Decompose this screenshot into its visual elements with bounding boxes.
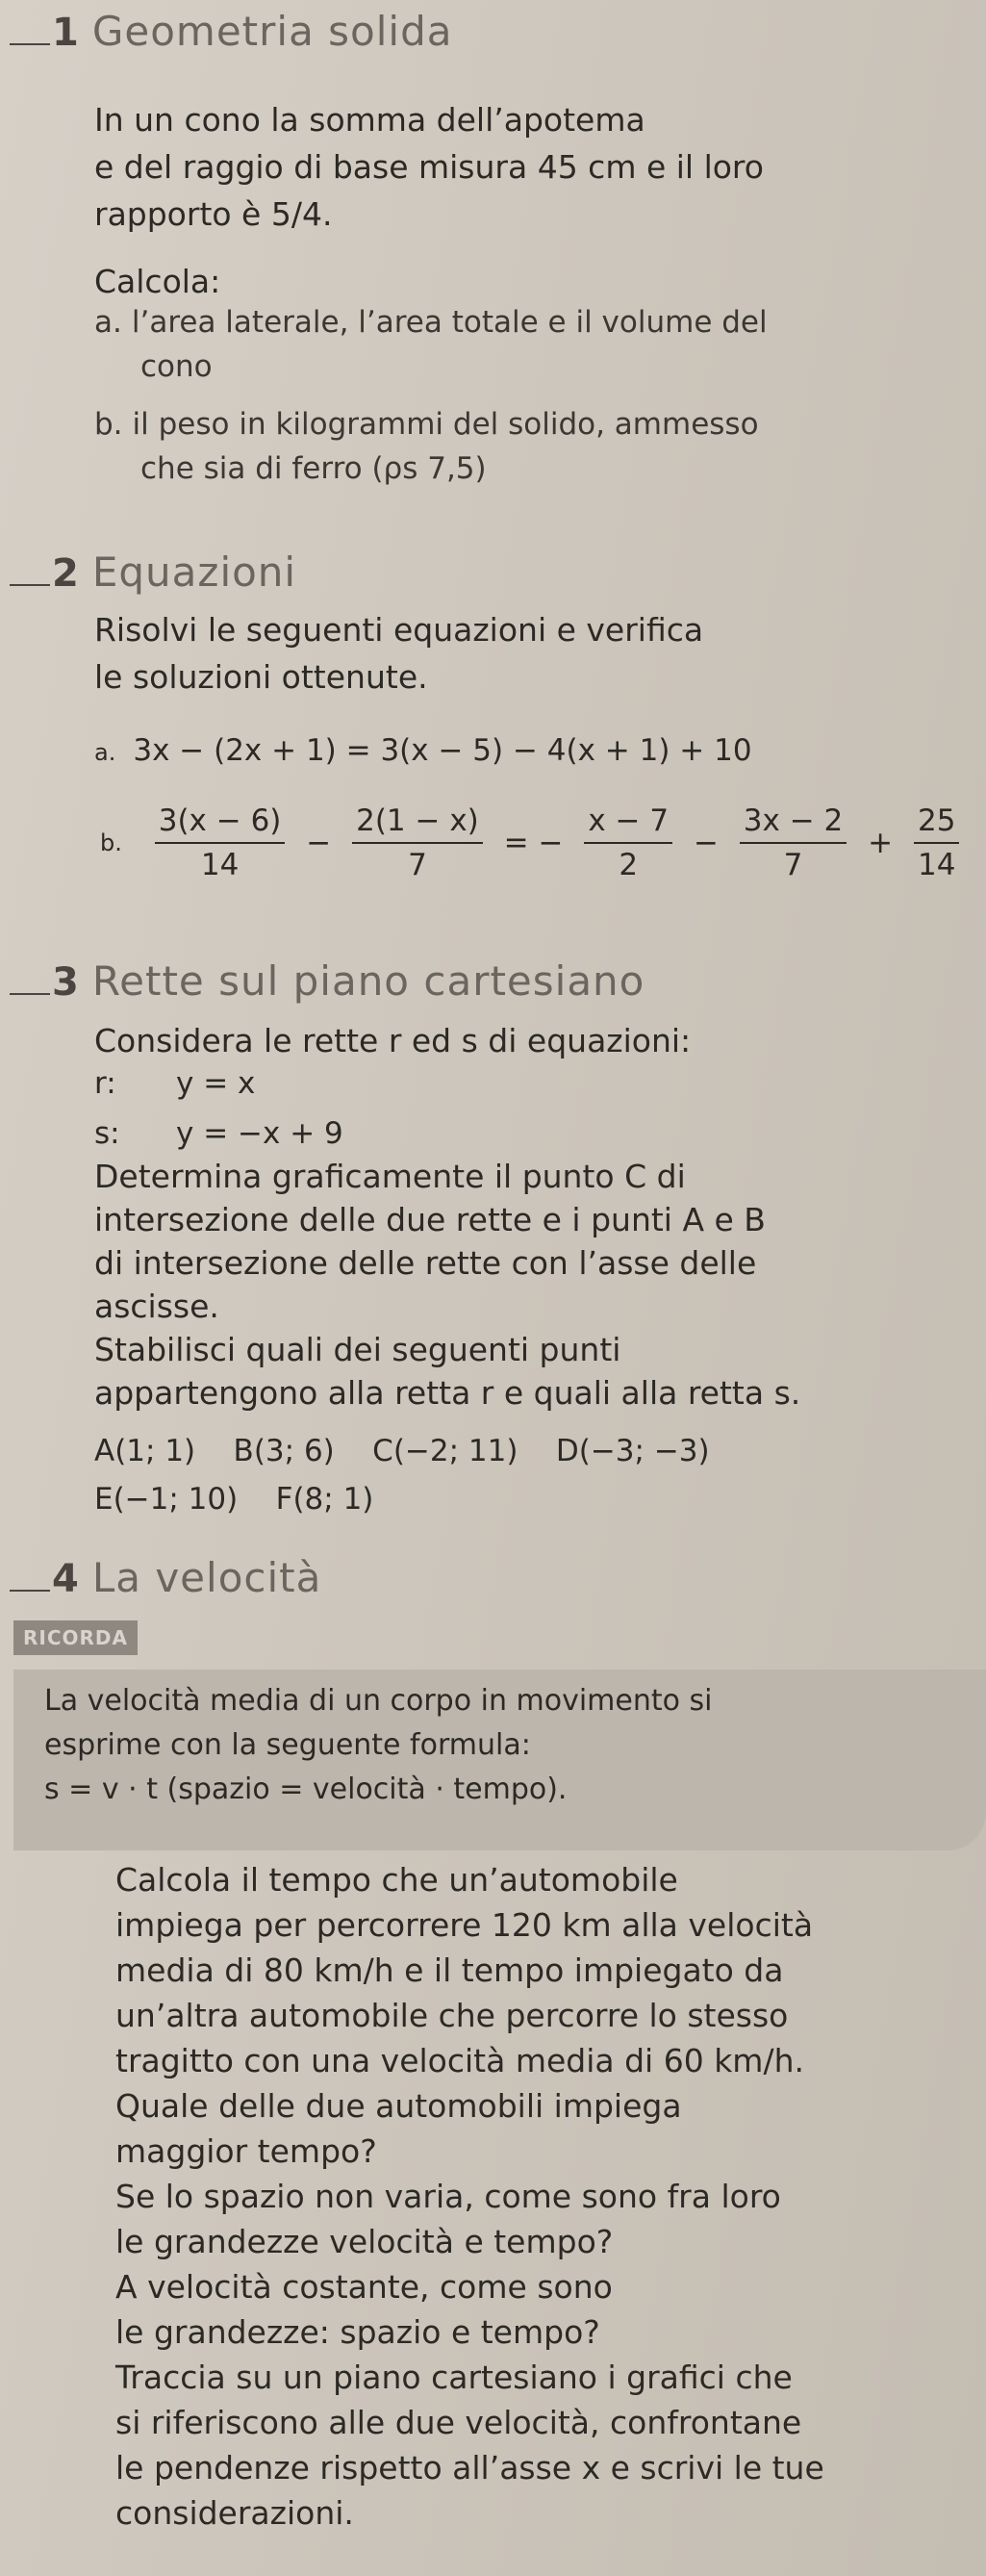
operator: = − (503, 826, 564, 860)
section-rule (10, 43, 50, 45)
numerator: 3(x − 6) (155, 803, 286, 844)
text-line: Determina graficamente il punto C di (94, 1158, 686, 1195)
ricorda-box (13, 1670, 986, 1850)
task-text: il peso in kilogrammi del solido, ammesso (132, 407, 759, 442)
operator: − (306, 826, 332, 860)
task-b (94, 402, 931, 491)
equation-a (94, 733, 752, 768)
text-line: Quale delle due automobili impiega (115, 2087, 682, 2125)
denominator: 7 (783, 848, 803, 882)
section-number: 3 (52, 960, 79, 1005)
text-line: le pendenze rispetto all’asse x e scrivi le tue (115, 2449, 824, 2487)
section-3-problem (94, 1155, 950, 1415)
section-2-header (10, 548, 296, 596)
text-line: La velocità media di un corpo in movimento si (44, 1684, 713, 1718)
denominator: 14 (917, 848, 956, 882)
points-row-2: E(−1; 10) F(8; 1) (94, 1482, 374, 1517)
fraction (584, 803, 672, 882)
text-line: le grandezze: spazio e tempo? (115, 2313, 600, 2351)
line-label: s: (94, 1116, 120, 1151)
text-line: rapporto è 5/4. (94, 195, 333, 233)
text-line: le grandezze velocità e tempo? (115, 2223, 614, 2260)
text-line: si riferiscono alle due velocità, confrontane (115, 2404, 802, 2441)
operator: + (868, 826, 894, 860)
text-line: e del raggio di base misura 45 cm e il loro (94, 148, 764, 186)
equation-b (94, 803, 965, 882)
task-text-cont: cono (140, 349, 213, 384)
text-line: impiega per percorrere 120 km alla velocità (115, 1906, 814, 1944)
numerator: x − 7 (584, 803, 672, 844)
line-equation: y = −x + 9 (176, 1116, 343, 1151)
fraction (155, 803, 286, 882)
equation-text: 3x − (2x + 1) = 3(x − 5) − 4(x + 1) + 10 (133, 733, 752, 768)
points-row-1: A(1; 1) B(3; 6) C(−2; 11) D(−3; −3) (94, 1434, 710, 1468)
section-rule (10, 584, 50, 586)
text-line: appartengono alla retta r e quali alla retta s. (94, 1374, 801, 1412)
text-line: s = v · t (spazio = velocità · tempo). (44, 1773, 568, 1806)
text-line: Stabilisci quali dei seguenti punti (94, 1331, 621, 1368)
section-rule (10, 993, 50, 995)
text-line: Traccia su un piano cartesiano i grafici che (115, 2359, 793, 2396)
text-line: intersezione delle due rette e i punti A e B (94, 1201, 766, 1238)
fraction (740, 803, 847, 882)
numerator: 25 (914, 803, 959, 844)
section-4-problem (115, 1857, 972, 2536)
section-3-header (10, 957, 645, 1005)
section-title: La velocità (91, 1554, 322, 1601)
numerator: 2(1 − x) (352, 803, 483, 844)
section-3-intro: Considera le rette r ed s di equazioni: (94, 1022, 692, 1059)
text-line: Calcola il tempo che un’automobile (115, 1861, 678, 1899)
text-line: maggior tempo? (115, 2132, 377, 2170)
text-line: Se lo spazio non varia, come sono fra loro (115, 2178, 781, 2215)
denominator: 2 (619, 848, 639, 882)
task-a (94, 300, 931, 389)
section-title: Geometria solida (91, 8, 453, 55)
text-line: ascisse. (94, 1288, 219, 1325)
text-line: In un cono la somma dell’apotema (94, 101, 645, 139)
text-line: di intersezione delle rette con l’asse delle (94, 1244, 757, 1282)
equation-label: a. (94, 739, 116, 766)
numerator: 3x − 2 (740, 803, 847, 844)
text-line: Risolvi le seguenti equazioni e verifica (94, 611, 704, 649)
calcola-label: Calcola: (94, 263, 221, 300)
section-number: 4 (52, 1557, 79, 1601)
section-title: Rette sul piano cartesiano (91, 957, 645, 1005)
fraction (914, 803, 959, 882)
equation-label: b. (100, 829, 122, 856)
section-rule (10, 1590, 50, 1592)
ricorda-badge: RICORDA (13, 1620, 138, 1655)
text-line: esprime con la seguente formula: (44, 1728, 531, 1762)
section-4-header (10, 1554, 321, 1601)
section-title: Equazioni (91, 548, 297, 596)
text-line: tragitto con una velocità media di 60 km/h. (115, 2042, 804, 2079)
operator: − (693, 826, 719, 860)
section-2-instructions (94, 606, 950, 701)
task-text: l’area laterale, l’area totale e il volume del (131, 305, 768, 340)
denominator: 7 (408, 848, 427, 882)
task-label: b. (94, 407, 123, 442)
section-number: 1 (52, 11, 79, 55)
denominator: 14 (200, 848, 240, 882)
section-1-problem (94, 96, 950, 238)
section-number: 2 (52, 551, 79, 596)
text-line: le soluzioni ottenute. (94, 658, 428, 696)
text-line: un’altra automobile che percorre lo stesso (115, 1997, 789, 2034)
task-text-cont: che sia di ferro (ρs 7,5) (140, 451, 487, 486)
text-line: A velocità costante, come sono (115, 2268, 613, 2306)
line-label: r: (94, 1066, 116, 1101)
text-line: media di 80 km/h e il tempo impiegato da (115, 1951, 784, 1989)
ricorda-text (44, 1679, 958, 1812)
task-label: a. (94, 305, 122, 340)
fraction (352, 803, 483, 882)
line-equation: y = x (176, 1066, 256, 1101)
line-r-equation (94, 1066, 255, 1101)
text-line: considerazioni. (115, 2494, 354, 2532)
section-1-header (10, 8, 452, 55)
line-s-equation (94, 1116, 343, 1151)
